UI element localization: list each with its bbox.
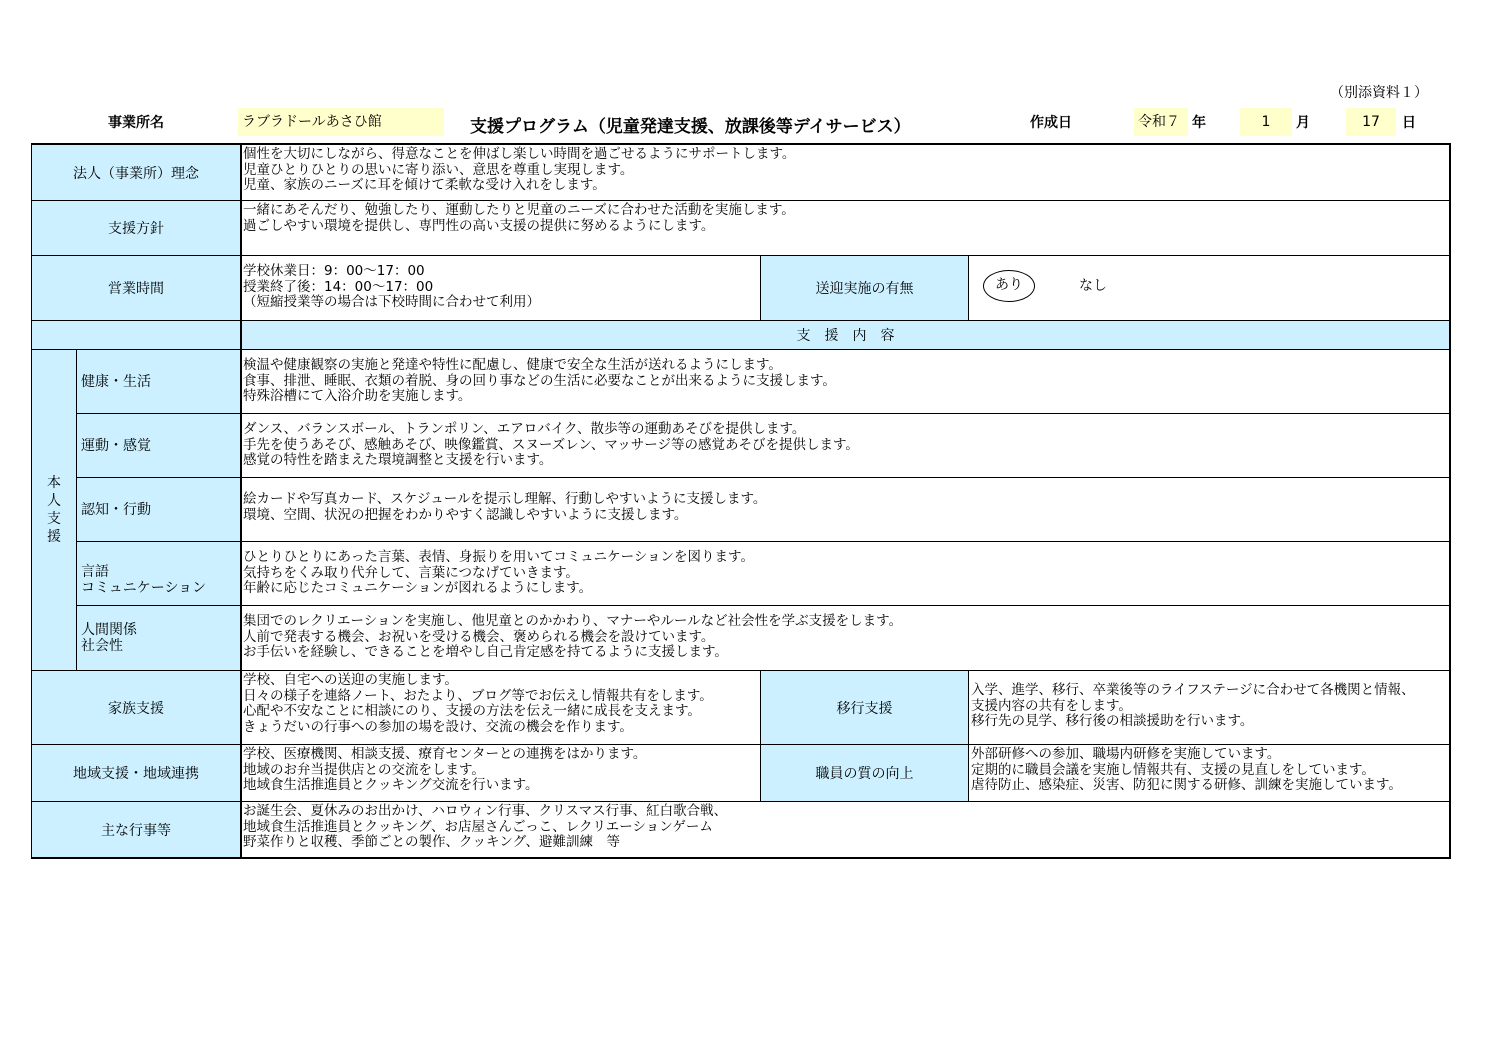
table-bottom-border: [31, 857, 1451, 859]
transition-support-text: 入学、進学、移行、卒業後等のライフステージに合わせて各機関と情報、 支援内容の共有をします。 移行先の見学、移行後の相談援助を行います。: [968, 670, 1451, 745]
month-field[interactable]: 1: [1240, 108, 1292, 136]
day-unit: 日: [1402, 115, 1416, 131]
family-support-text: 学校、自宅への送迎の実施します。 日々の様子を連絡ノート、おたより、ブログ等でお伝えし情報共有をします。 心配や不安なことに相談にのり、支援の方法を伝え一緒に成長を支えます。 きょうだいの行事への参加の場を設け、交流の機会を作ります。: [240, 670, 761, 745]
support-content-header: 支 援 内 容: [240, 320, 1451, 350]
day-field[interactable]: 17: [1346, 108, 1396, 136]
year-unit: 年: [1192, 115, 1206, 131]
support-content-blank: [31, 320, 241, 350]
transition-support-label: 移行支援: [760, 670, 969, 745]
health-life-label: 健康・生活: [76, 349, 241, 414]
policy-text: 一緒にあそんだり、勉強したり、運動したりと児童のニーズに合わせた活動を実施します。 過ごしやすい環境を提供し、専門性の高い支援の提供に努めるようにします。: [240, 200, 1451, 256]
transport-options: [968, 255, 1451, 321]
table-top-border: [31, 143, 1451, 145]
policy-label: 支援方針: [31, 200, 241, 256]
community-support-text: 学校、医療機関、相談支援、療育センターとの連携をはかります。 地域のお弁当提供店との交流をします。 地域食生活推進員とクッキング交流を行います。: [240, 744, 761, 802]
personal-support-label: 本 人 支 援: [31, 349, 77, 671]
motor-sensory-label: 運動・感覚: [76, 413, 241, 478]
events-label: 主な行事等: [31, 801, 241, 859]
philosophy-label: 法人（事業所）理念: [31, 144, 241, 201]
community-support-label: 地域支援・地域連携: [31, 744, 241, 802]
month-unit: 月: [1296, 115, 1310, 131]
events-text: お誕生会、夏休みのお出かけ、ハロウィン行事、クリスマス行事、紅白歌合戦、 地域食生活推進員とクッキング、お店屋さんごっこ、レクリエーションゲーム 野菜作りと収穫、季節ごとの製作、クッキング、避難訓練 等: [240, 801, 1451, 859]
page-title: 支援プログラム（児童発達支援、放課後等デイサービス）: [470, 117, 911, 137]
health-life-text: 検温や健康観察の実施と発達や特性に配慮し、健康で安全な生活が送れるようにします。 食事、排泄、睡眠、衣類の着脱、身の回り事などの生活に必要なことが出来るように支援します。 特殊浴槽にて入浴介助を実施します。: [240, 349, 1451, 414]
staff-quality-text: 外部研修への参加、職場内研修を実施しています。 定期的に職員会議を実施し情報共有、支援の見直しをしています。 虐待防止、感染症、災害、防犯に関する研修、訓練を実施しています。: [968, 744, 1451, 802]
staff-quality-label: 職員の質の向上: [760, 744, 969, 802]
language-communication-text: ひとりひとりにあった言葉、表情、身振りを用いてコミュニケーションを図ります。 気持ちをくみ取り代弁して、言葉につなげていきます。 年齢に応じたコミュニケーションが図れるようにします。: [240, 541, 1451, 606]
language-communication-label: 言語 コミュニケーション: [76, 541, 241, 606]
created-label: 作成日: [1030, 115, 1072, 131]
transport-label: 送迎実施の有無: [760, 255, 969, 321]
social-relations-text: 集団でのレクリエーションを実施し、他児童とのかかわり、マナーやルールなど社会性を学ぶ支援をします。 人前で発表する機会、お祝いを受ける機会、褒められる機会を設けています。 お手伝いを経験し、できることを増やし自己肯定感を持てるように支援します。: [240, 605, 1451, 671]
era-year-field[interactable]: 令和７: [1134, 108, 1188, 136]
motor-sensory-text: ダンス、バランスボール、トランポリン、エアロバイク、散歩等の運動あそびを提供します。 手先を使うあそび、感触あそび、映像鑑賞、スヌーズレン、マッサージ等の感覚あそびを提供します。 感覚の特性を踏まえた環境調整と支援を行います。: [240, 413, 1451, 478]
attachment-note: （別添資料１）: [1330, 85, 1428, 101]
office-name-field[interactable]: ラブラドールあさひ館: [238, 108, 444, 136]
transport-no-option[interactable]: なし: [1079, 278, 1107, 294]
cognition-behavior-label: 認知・行動: [76, 477, 241, 542]
office-label: 事業所名: [108, 115, 164, 131]
label-column-border: [240, 143, 242, 859]
family-support-label: 家族支援: [31, 670, 241, 745]
transport-yes-option[interactable]: あり: [983, 270, 1035, 302]
table-right-border: [1449, 143, 1451, 859]
social-relations-label: 人間関係 社会性: [76, 605, 241, 671]
hours-label: 営業時間: [31, 255, 241, 321]
philosophy-text: 個性を大切にしながら、得意なことを伸ばし楽しい時間を過ごせるようにサポートします。 児童ひとりひとりの思いに寄り添い、意思を尊重し実現します。 児童、家族のニーズに耳を傾けて柔軟な受け入れをします。: [240, 144, 1451, 201]
cognition-behavior-text: 絵カードや写真カード、スケジュールを提示し理解、行動しやすいように支援します。 環境、空間、状況の把握をわかりやすく認識しやすいように支援します。: [240, 477, 1451, 542]
hours-text: 学校休業日：9：00～17：00 授業終了後：14：00～17：00 （短縮授業等の場合は下校時間に合わせて利用）: [240, 255, 761, 321]
